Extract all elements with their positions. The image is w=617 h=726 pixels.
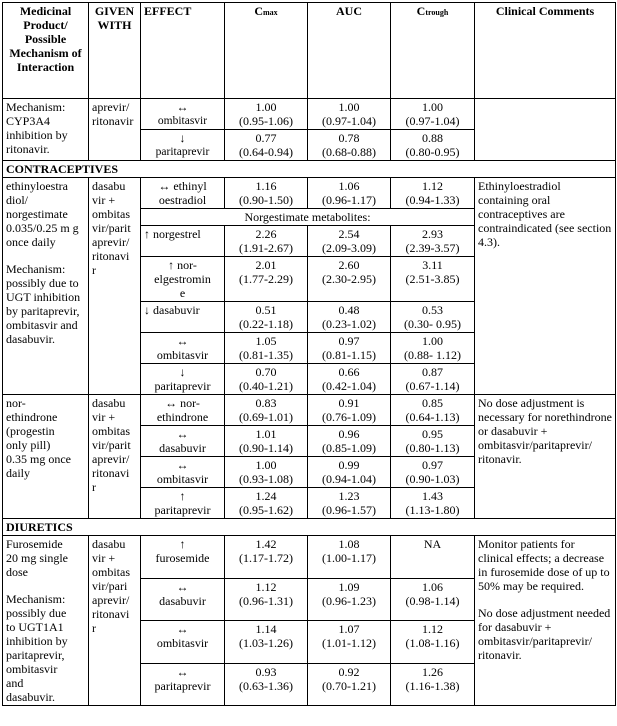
arrow-icon: ↓ bbox=[179, 131, 186, 145]
given-with-cell: dasabu vir + ombitas vir/parit aprevir/ ritonavi r bbox=[89, 395, 141, 519]
header-row bbox=[3, 3, 616, 99]
header-cmax: Cmax bbox=[225, 3, 308, 99]
effect-cell: ↔ ombitasvir bbox=[141, 457, 225, 488]
effect-cell: ↑ paritaprevir bbox=[141, 488, 225, 519]
auc-cell: 1.07 (1.01-1.12) bbox=[308, 621, 391, 664]
drug-cell: ethinyloestra diol/ norgestimate 0.035/0.25 m g once daily Mechanism: possibly due to UGT inhibition by paritaprevir, ombitasvir and dasabuvir. bbox=[3, 178, 89, 395]
cmax-cell: 1.05 (0.81-1.35) bbox=[225, 333, 308, 364]
cmax-cell: 1.00 (0.93-1.08) bbox=[225, 457, 308, 488]
table-row bbox=[3, 395, 616, 426]
table-row bbox=[3, 536, 616, 579]
effect-cell: ↔ ombitasvir bbox=[141, 99, 225, 130]
auc-cell: 1.23 (0.96-1.57) bbox=[308, 488, 391, 519]
effect-cell: ↔ ethinyl oestradiol bbox=[141, 178, 225, 209]
mechanism-text: Mechanism: possibly due to UGT1A1 inhibition by paritaprevir, ombitasvir and dasabuvir. bbox=[6, 592, 68, 704]
effect-cell: ↓ paritaprevir bbox=[141, 130, 225, 161]
cmax-cell: 1.16 (0.90-1.50) bbox=[225, 178, 308, 209]
auc-cell: 2.54 (2.09-3.09) bbox=[308, 226, 391, 257]
interaction-table bbox=[2, 2, 616, 706]
ctrough-cell: 0.53 (0.30- 0.95) bbox=[391, 302, 475, 333]
ctrough-cell: 0.85 (0.64-1.13) bbox=[391, 395, 475, 426]
header-effect: EFFECT bbox=[141, 3, 225, 99]
effect-cell: ↔ ombitasvir bbox=[141, 333, 225, 364]
cmax-cell: 0.83 (0.69-1.01) bbox=[225, 395, 308, 426]
cmax-cell: 1.12 (0.96-1.31) bbox=[225, 578, 308, 621]
ctrough-cell: 0.87 (0.67-1.14) bbox=[391, 364, 475, 395]
effect-cell: ↑ nor- elgestromin e bbox=[141, 257, 225, 302]
ctrough-cell: 0.97 (0.90-1.03) bbox=[391, 457, 475, 488]
ctrough-cell: 0.95 (0.80-1.13) bbox=[391, 426, 475, 457]
effect-cell: ↓ paritaprevir bbox=[141, 364, 225, 395]
given-with-cell: dasabu vir + ombitas vir/pari aprevir/ ritonavi r bbox=[89, 536, 141, 706]
cmax-cell: 1.42 (1.17-1.72) bbox=[225, 536, 308, 579]
drug-cell: Furosemide 20 mg single dose Mechanism: possibly due to UGT1A1 inhibition by paritaprevir, ombitasvir and dasabuvir. bbox=[3, 536, 89, 706]
effect-cell: ↓ dasabuvir bbox=[141, 302, 225, 333]
auc-cell: 1.09 (0.96-1.23) bbox=[308, 578, 391, 621]
comment-cell: Monitor patients for clinical effects; a decrease in furosemide dose of up to 50% may be required. No dose adjustment needed for dasabuvir + ombitasvir/paritaprevir/ ritonavir. bbox=[475, 536, 616, 706]
effect-cell: ↔ ombitasvir bbox=[141, 621, 225, 664]
ctrough-cell: 1.43 (1.13-1.80) bbox=[391, 488, 475, 519]
arrow-icon: ↔ bbox=[176, 100, 189, 114]
given-with-cell: dasabu vir + ombitas vir/parit aprevir/ ritonavi r bbox=[89, 178, 141, 395]
ctrough-cell: NA bbox=[391, 536, 475, 579]
section-heading-diuretics: DIURETICS bbox=[3, 519, 616, 536]
ctrough-cell: 0.88 (0.80-0.95) bbox=[391, 130, 475, 161]
ctrough-cell: 1.00 (0.97-1.04) bbox=[391, 99, 475, 130]
cmax-cell: 0.70 (0.40-1.21) bbox=[225, 364, 308, 395]
auc-cell: 0.66 (0.42-1.04) bbox=[308, 364, 391, 395]
cmax-cell: 1.00 (0.95-1.06) bbox=[225, 99, 308, 130]
auc-cell: 0.99 (0.94-1.04) bbox=[308, 457, 391, 488]
effect-cell: ↑ furosemide bbox=[141, 536, 225, 579]
cmax-cell: 0.77 (0.64-0.94) bbox=[225, 130, 308, 161]
cmax-cell: 1.24 (0.95-1.62) bbox=[225, 488, 308, 519]
cmax-cell: 1.01 (0.90-1.14) bbox=[225, 426, 308, 457]
auc-cell: 1.00 (0.97-1.04) bbox=[308, 99, 391, 130]
ctrough-cell: 2.93 (2.39-3.57) bbox=[391, 226, 475, 257]
ctrough-cell: 1.26 (1.16-1.38) bbox=[391, 663, 475, 706]
auc-cell: 1.06 (0.96-1.17) bbox=[308, 178, 391, 209]
auc-cell: 0.92 (0.70-1.21) bbox=[308, 663, 391, 706]
auc-cell: 1.08 (1.00-1.17) bbox=[308, 536, 391, 579]
header-given-with: GIVEN WITH bbox=[89, 3, 141, 99]
comment-cell: No dose adjustment is necessary for norethindrone or dasabuvir + ombitasvir/paritaprevir/ ritonavir. bbox=[475, 395, 616, 519]
section-row bbox=[3, 519, 616, 536]
drug-cell: nor- ethindrone (progestin only pill) 0.35 mg once daily bbox=[3, 395, 89, 519]
cmax-cell: 2.01 (1.77-2.29) bbox=[225, 257, 308, 302]
cmax-cell: 0.51 (0.22-1.18) bbox=[225, 302, 308, 333]
effect-cell: ↔ dasabuvir bbox=[141, 426, 225, 457]
metabolites-label: Norgestimate metabolites: bbox=[141, 209, 475, 226]
table-row bbox=[3, 178, 616, 209]
given-with-cell: aprevir/ ritonavir bbox=[89, 99, 141, 161]
section-row bbox=[3, 161, 616, 178]
section-heading-contraceptives: CONTRACEPTIVES bbox=[3, 161, 616, 178]
mechanism-text: Mechanism: possibly due to UGT inhibition by paritaprevir, ombitasvir and dasabuvir. bbox=[6, 262, 81, 346]
comment-cell: Ethinyloestradiol containing oral contraceptives are contraindicated (see section 4.3). bbox=[475, 178, 616, 395]
auc-cell: 0.91 (0.76-1.09) bbox=[308, 395, 391, 426]
header-ctrough: Ctrough bbox=[391, 3, 475, 99]
ctrough-cell: 1.12 (1.08-1.16) bbox=[391, 621, 475, 664]
ctrough-cell: 1.00 (0.88- 1.12) bbox=[391, 333, 475, 364]
header-clinical-comments: Clinical Comments bbox=[475, 3, 616, 99]
ctrough-cell: 3.11 (2.51-3.85) bbox=[391, 257, 475, 302]
cmax-cell: 1.14 (1.03-1.26) bbox=[225, 621, 308, 664]
drug-cell: Mechanism: CYP3A4 inhibition by ritonavir. bbox=[3, 99, 89, 161]
comment-cell bbox=[475, 99, 616, 161]
cmax-cell: 0.93 (0.63-1.36) bbox=[225, 663, 308, 706]
ctrough-cell: 1.06 (0.98-1.14) bbox=[391, 578, 475, 621]
header-auc: AUC bbox=[308, 3, 391, 99]
auc-cell: 0.97 (0.81-1.15) bbox=[308, 333, 391, 364]
effect-cell: ↔ nor- ethindrone bbox=[141, 395, 225, 426]
table-row bbox=[3, 99, 616, 130]
auc-cell: 0.48 (0.23-1.02) bbox=[308, 302, 391, 333]
auc-cell: 0.96 (0.85-1.09) bbox=[308, 426, 391, 457]
ctrough-cell: 1.12 (0.94-1.33) bbox=[391, 178, 475, 209]
header-drug: Medicinal Product/ Possible Mechanism of Interaction bbox=[3, 3, 89, 99]
effect-cell: ↑ norgestrel bbox=[141, 226, 225, 257]
auc-cell: 0.78 (0.68-0.88) bbox=[308, 130, 391, 161]
effect-cell: ↔ paritaprevir bbox=[141, 663, 225, 706]
auc-cell: 2.60 (2.30-2.95) bbox=[308, 257, 391, 302]
cmax-cell: 2.26 (1.91-2.67) bbox=[225, 226, 308, 257]
effect-cell: ↔ dasabuvir bbox=[141, 578, 225, 621]
